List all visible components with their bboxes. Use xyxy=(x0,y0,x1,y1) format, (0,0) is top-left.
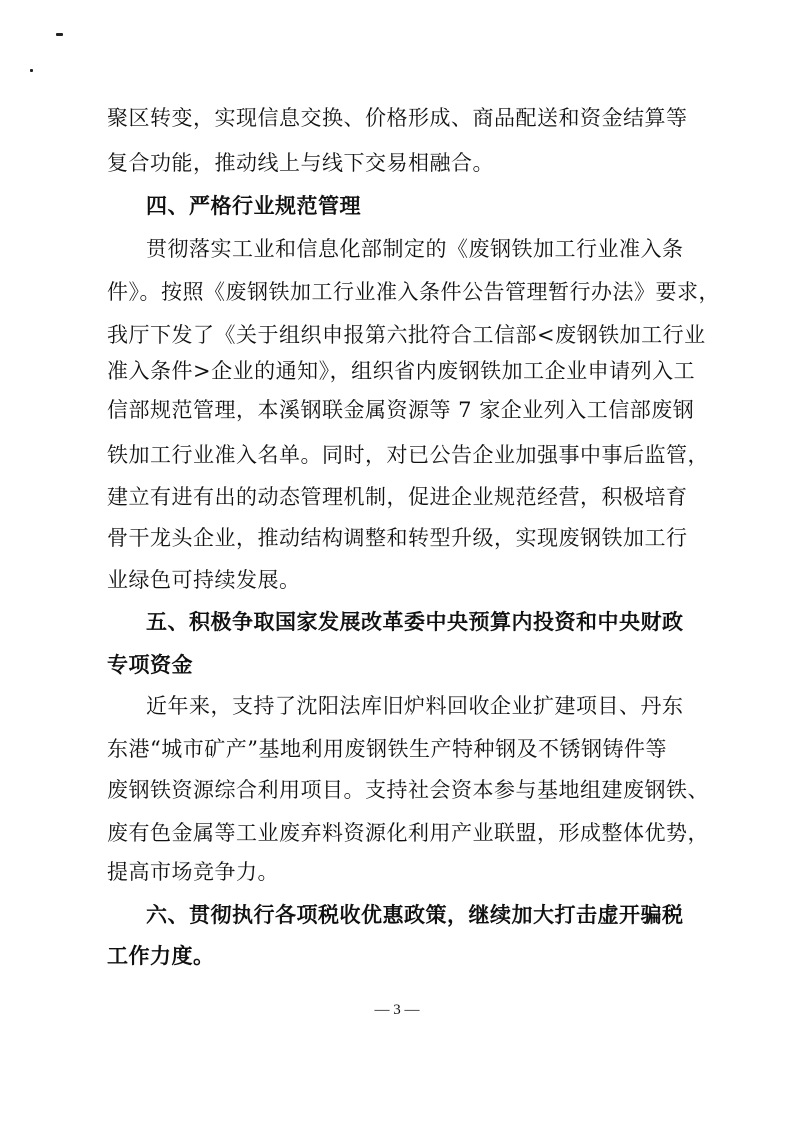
section-heading: 专项资金 xyxy=(107,653,193,677)
scan-speck xyxy=(56,33,63,36)
body-text-line: 复合功能，推动线上与线下交易相融合。 xyxy=(107,151,494,175)
body-text-line: 骨干龙头企业，推动结构调整和转型升级，实现废钢铁加工行 xyxy=(107,526,688,550)
section-heading: 工作力度。 xyxy=(107,944,215,968)
section-heading: 五、积极争取国家发展改革委中央预算内投资和中央财政 xyxy=(146,610,684,634)
section-heading: 四、严格行业规范管理 xyxy=(146,194,361,218)
body-text-line: 废钢铁资源综合利用项目。支持社会资本参与基地组建废钢铁、 xyxy=(107,778,709,802)
body-text-line: 废有色金属等工业废弃料资源化利用产业联盟，形成整体优势， xyxy=(107,821,709,845)
scan-speck xyxy=(30,69,33,72)
body-text-line: 聚区转变，实现信息交换、价格形成、商品配送和资金结算等 xyxy=(107,106,688,130)
body-text-line: 近年来，支持了沈阳法库旧炉料回收企业扩建项目、丹东 xyxy=(146,694,684,718)
body-text-line: 贯彻落实工业和信息化部制定的《废钢铁加工行业准入条 xyxy=(146,237,684,261)
body-text-line: 准入条件>企业的通知》，组织省内废钢铁加工企业申请列入工 xyxy=(107,359,696,383)
section-heading: 六、贯彻执行各项税收优惠政策，继续加大打击虚开骗税 xyxy=(146,903,684,927)
page-number: — 3 — xyxy=(374,1002,420,1018)
body-text-line: 业绿色可持续发展。 xyxy=(107,568,301,592)
body-text-line: 件》。按照《废钢铁加工行业准入条件公告管理暂行办法》要求， xyxy=(107,280,720,304)
body-text-line: 建立有进有出的动态管理机制，促进企业规范经营，积极培育 xyxy=(107,485,688,509)
body-text-line: 我厅下发了《关于组织申报第六批符合工信部<废钢铁加工行业 xyxy=(107,323,706,347)
body-text-line: 铁加工行业准入名单。同时，对已公告企业加强事中事后监管， xyxy=(107,443,709,467)
body-text-line: 信部规范管理，本溪钢联金属资源等 7 家企业列入工信部废钢 xyxy=(107,398,695,422)
body-text-line: 东港“城市矿产”基地利用废钢铁生产特种钢及不锈钢铸件等 xyxy=(107,737,667,761)
body-text-line: 提高市场竞争力。 xyxy=(107,860,279,884)
